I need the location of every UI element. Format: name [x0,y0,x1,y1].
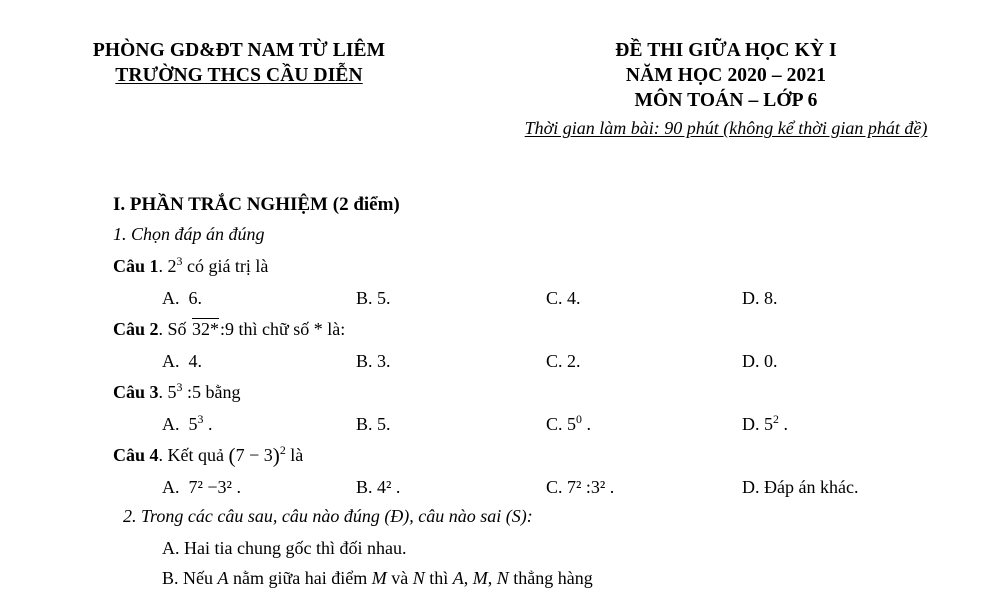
option-base: 5 [377,414,387,434]
department-name: PHÒNG GD&ĐT NAM TỪ LIÊM [92,40,386,61]
option-letter: C. [546,414,563,434]
option-text: 4. [188,351,202,371]
question-1-prefix: . [158,256,168,276]
option-row[interactable] [742,282,942,314]
option-text: 8. [764,288,778,308]
option-suffix: . [386,414,391,434]
question-2 [113,314,993,377]
option-text: 3. [377,351,391,371]
expr-exponent: 2 [279,443,286,457]
question-4-tail: là [285,445,304,465]
school-name: TRƯỜNG THCS CẦU DIỄN [115,65,363,86]
subject-grade: MÔN TOÁN – LỚP 6 [634,90,818,111]
question-4-number: Câu 4 [113,445,159,465]
expr-body: 7 − 3 [235,445,273,465]
question-2-stem [113,314,993,345]
question-3-stem [113,377,993,408]
option-row[interactable] [546,471,742,503]
statement-tail: thẳng hàng [508,568,593,589]
option-suffix: . [778,414,788,434]
option-letter: A. [162,414,180,434]
option-row[interactable] [162,408,356,440]
question-4-prefix: . Kết quả [158,445,229,465]
option-text: 7² :3² . [567,477,615,498]
question-2-tail: thì chữ số * là: [234,319,346,339]
option-row[interactable] [742,345,942,377]
paren-open: ( [228,443,236,468]
question-1-base: 2 [167,256,177,276]
school-year: NĂM HỌC 2020 – 2021 [625,65,827,86]
option-row[interactable] [356,408,546,440]
statement-mid2: và [386,568,413,589]
statement-b[interactable] [113,563,993,593]
option-base: 5 [764,414,773,434]
question-1 [113,251,993,314]
option-row[interactable] [546,282,742,314]
question-2-prefix: . Số [158,319,192,339]
option-letter: D. [742,477,760,498]
question-2-overlined-number: 32* [192,319,220,339]
option-letter: D. [742,351,760,371]
question-3 [113,377,993,440]
option-text: 7² −3² . [188,477,241,498]
option-text: Đáp án khác. [764,477,859,498]
point-variable-m2: M [472,568,488,589]
option-row[interactable] [356,282,546,314]
option-row[interactable] [162,471,356,503]
question-1-exponent: 3 [176,254,183,268]
option-exponent: 0 [576,412,582,426]
question-4-stem [113,440,993,471]
question-1-tail: có giá trị là [182,256,269,276]
exam-duration: Thời gian làm bài: 90 phút (không kể thời gian phát đề) [524,118,928,138]
question-2-divisor: :9 [220,319,235,339]
question-3-prefix: . [158,382,168,402]
option-letter: A. [162,288,180,308]
option-row[interactable] [742,471,942,503]
question-4 [113,440,993,503]
statement-sep1: , [463,568,473,589]
option-letter: B. [356,288,373,308]
document-header [0,38,1000,141]
question-3-base: 5 [167,382,177,402]
option-text: 6. [188,288,202,308]
option-letter: D. [742,414,760,434]
option-base: 5 [188,414,198,434]
exam-title: ĐỀ THI GIỮA HỌC KỲ I [615,40,837,61]
statement-letter: A. [162,538,180,559]
statement-a[interactable] [113,533,993,563]
part1-instruction: 1. Chọn đáp án đúng [113,224,265,244]
option-letter: C. [546,288,563,308]
option-letter: D. [742,288,760,308]
option-row[interactable] [742,408,942,440]
header-right-block [460,38,1000,141]
option-letter: A. [162,351,180,371]
section-title-multiple-choice: I. PHẦN TRẮC NGHIỆM (2 điểm) [113,194,400,215]
option-text: 0. [764,351,778,371]
question-1-power [168,256,183,276]
option-letter: C. [546,477,563,498]
question-3-tail: :5 bằng [182,382,241,402]
point-variable-a: A [217,568,229,589]
statement-mid1: nằm giữa hai điểm [228,568,372,589]
option-text: 4. [567,288,581,308]
option-letter: B. [356,351,373,371]
option-text: 4² . [377,477,401,498]
option-row[interactable] [162,345,356,377]
option-base: 5 [567,414,577,434]
option-letter: C. [546,351,563,371]
point-variable-a2: A [452,568,464,589]
statement-sep2: , [487,568,497,589]
option-suffix: . [203,414,213,434]
question-1-stem [113,251,993,282]
option-row[interactable] [162,282,356,314]
option-row[interactable] [356,345,546,377]
statement-text: Hai tia chung gốc thì đối nhau. [184,538,407,559]
option-row[interactable] [356,471,546,503]
statement-mid3: thì [424,568,453,589]
question-3-options [113,408,993,440]
question-3-power [168,382,183,402]
option-letter: A. [162,477,180,498]
question-2-number: Câu 2 [113,319,159,339]
question-4-expression [228,443,286,468]
option-row[interactable] [546,345,742,377]
question-3-number: Câu 3 [113,382,159,402]
option-text: 5. [377,288,391,308]
option-suffix: . [581,414,591,434]
question-4-options [113,471,993,503]
paren-close: ) [272,443,280,468]
point-variable-n: N [412,568,425,589]
option-exponent: 2 [773,412,779,426]
statement-pre: Nếu [183,568,218,589]
question-1-number: Câu 1 [113,256,159,276]
question-3-exponent: 3 [176,380,183,394]
part2-instruction: 2. Trong các câu sau, câu nào đúng (Đ), câu nào sai (S): [123,506,533,527]
exam-body [113,192,993,593]
header-left-block [0,38,460,88]
option-letter: B. [356,414,373,434]
statement-letter: B. [162,568,179,589]
point-variable-n2: N [496,568,509,589]
question-1-options [113,282,993,314]
point-variable-m: M [371,568,387,589]
question-2-options [113,345,993,377]
option-row[interactable] [546,408,742,440]
option-text: 2. [567,351,581,371]
option-exponent: 3 [197,412,204,426]
option-letter: B. [356,477,373,498]
